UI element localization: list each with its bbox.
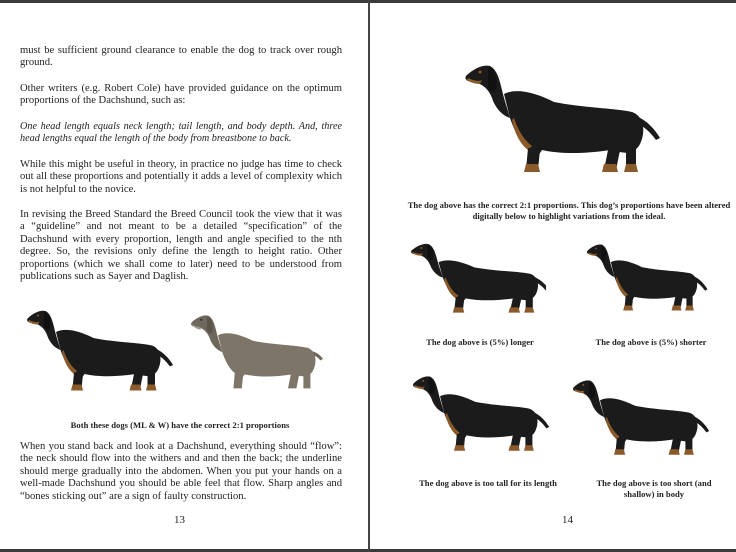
page-number-left: 13 xyxy=(174,514,185,526)
paragraph-5: When you stand back and look at a Dachshund, everything should “flow”: the neck should flow into the withers and and then the back; the underline should merge gradually into the abdomen. When you put your hands on a well-made Dachshund you should be able feel that flow. Sharp angles and “bones sticking out” are a sign of faulty construction. xyxy=(20,441,342,502)
shorter-dog-photo xyxy=(586,235,710,319)
tall-dog-photo xyxy=(412,365,552,461)
longer-dog-photo xyxy=(410,235,546,319)
ideal-dog-caption: The dog above has the correct 2:1 proportions. This dog’s proportions have been altered digitally below to highlight variations from the ideal. xyxy=(407,200,731,221)
ideal-dog-photo xyxy=(464,53,664,183)
dogs-caption: Both these dogs (ML & W) have the correct 2:1 proportions xyxy=(70,420,290,430)
page-number-right: 14 xyxy=(562,514,573,526)
left-page xyxy=(0,3,368,549)
shorter-dog-caption: The dog above is (5%) shorter xyxy=(595,337,707,347)
paragraph-4: In revising the Breed Standard the Breed Council took the view that it was a “guideline” and not meant to be a detailed “specification” of the Dachshund with every proportion, length and angle specified to the nth degree. So, the revisions only define the length to height ratio. Other proportions (which we shall come to later) need to be understood from publications such as Sayer and Daglish. xyxy=(20,209,342,283)
wire-dog-photo xyxy=(190,309,330,395)
short-body-dog-photo xyxy=(572,373,712,461)
short-body-dog-caption: The dog above is too short (and shallow) in body xyxy=(596,478,712,499)
paragraph-1: must be sufficient ground clearance to enable the dog to track over rough ground. xyxy=(20,45,342,69)
black-tan-dog-photo xyxy=(26,305,176,395)
longer-dog-caption: The dog above is (5%) longer xyxy=(426,337,534,347)
tall-dog-caption: The dog above is too tall for its length xyxy=(419,478,557,488)
paragraph-2: Other writers (e.g. Robert Cole) have provided guidance on the optimum proportions of the Dachshund, such as: xyxy=(20,83,342,107)
right-page xyxy=(370,3,736,549)
paragraph-3: While this might be useful in theory, in practice no judge has time to check out all these proportions and potentially it adds a level of complexity which is not helpful to the novice. xyxy=(20,159,342,195)
quote-paragraph: One head length equals neck length; tail length, and body depth. And, three head lengths equal the length of the body from breastbone to back. xyxy=(20,121,342,145)
